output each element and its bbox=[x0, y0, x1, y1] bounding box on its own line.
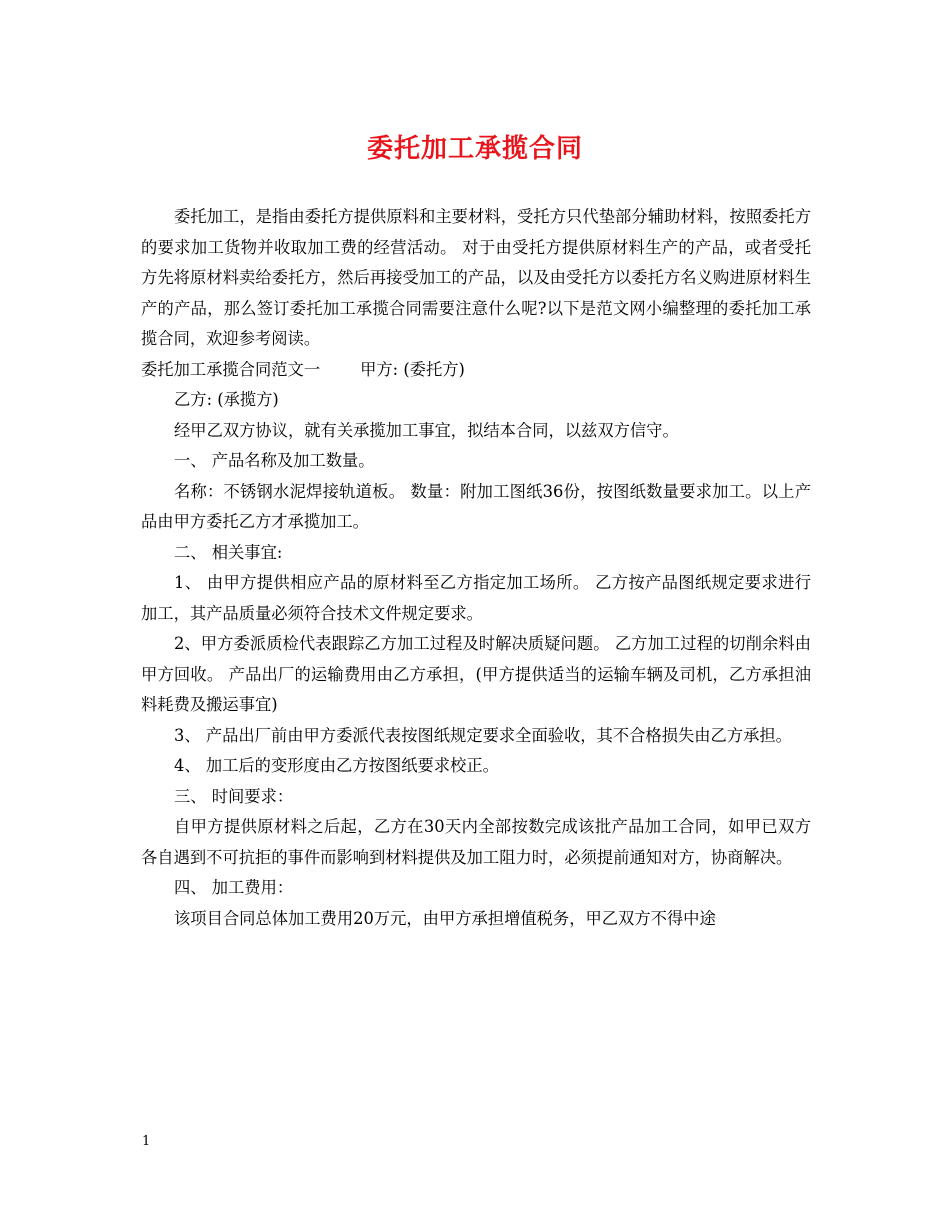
section-2-item-1: 1、 由甲方提供相应产品的原材料至乙方指定加工场所。 乙方按产品图纸规定要求进行加工，其产品质量必须符合技术文件规定要求。 bbox=[141, 573, 811, 623]
party-b: 乙方: (承揽方) bbox=[174, 390, 279, 409]
section-1-body: 名称：不锈钢水泥焊接轨道板。 数量：附加工图纸36份，按图纸数量要求加工。以上产品由甲方委托乙方才承揽加工。 bbox=[141, 481, 811, 531]
section-3-body: 自甲方提供原材料之后起，乙方在30天内全部按数完成该批产品加工合同，如甲已双方各自遇到不可抗拒的事件而影响到材料提供及加工阻力时，必须提前通知对方，协商解决。 bbox=[141, 817, 811, 867]
party-a: 甲方: (委托方) bbox=[360, 359, 465, 379]
sample-heading-line bbox=[141, 355, 811, 386]
section-2-item-4: 4、 加工后的变形度由乙方按图纸要求校正。 bbox=[174, 756, 499, 775]
document-body bbox=[141, 202, 811, 934]
intro-paragraph: 委托加工，是指由委托方提供原料和主要材料，受托方只代垫部分辅助材料，按照委托方的要求加工货物并收取加工费的经营活动。 对于由受托方提供原材料生产的产品，或者受托方先将原材料卖给委托方，然后再接受加工的产品，以及由受托方以委托方名义购进原材料生产的产品，那么签订委托加工承揽合同需要注意什么呢?以下是范文网小编整理的委托加工承揽合同，欢迎参考阅读。 bbox=[141, 207, 811, 348]
section-4-title: 四、 加工费用： bbox=[174, 878, 294, 897]
agreement-paragraph: 经甲乙双方协议，就有关承揽加工事宜，拟结本合同，以兹双方信守。 bbox=[174, 420, 679, 440]
section-2-item-2: 2、甲方委派质检代表跟踪乙方加工过程及时解决质疑问题。 乙方加工过程的切削余料由甲方回收。 产品出厂的运输费用由乙方承担，(甲方提供适当的运输车辆及司机，乙方承担油料耗费及搬运事宜) bbox=[141, 634, 811, 714]
sample-heading: 委托加工承揽合同范文一 bbox=[141, 359, 321, 379]
page-number: 1 bbox=[142, 1134, 151, 1149]
section-4-body: 该项目合同总体加工费用20万元，由甲方承担增值税务，甲乙双方不得中途 bbox=[174, 908, 716, 928]
section-2-title: 二、 相关事宜: bbox=[174, 542, 283, 562]
section-2-item-3: 3、 产品出厂前由甲方委派代表按图纸规定要求全面验收，其不合格损失由乙方承担。 bbox=[174, 725, 792, 745]
section-3-title: 三、 时间要求： bbox=[174, 786, 294, 806]
document-title: 委托加工承揽合同 bbox=[366, 134, 583, 164]
section-1-title: 一、 产品名称及加工数量。 bbox=[174, 451, 375, 470]
